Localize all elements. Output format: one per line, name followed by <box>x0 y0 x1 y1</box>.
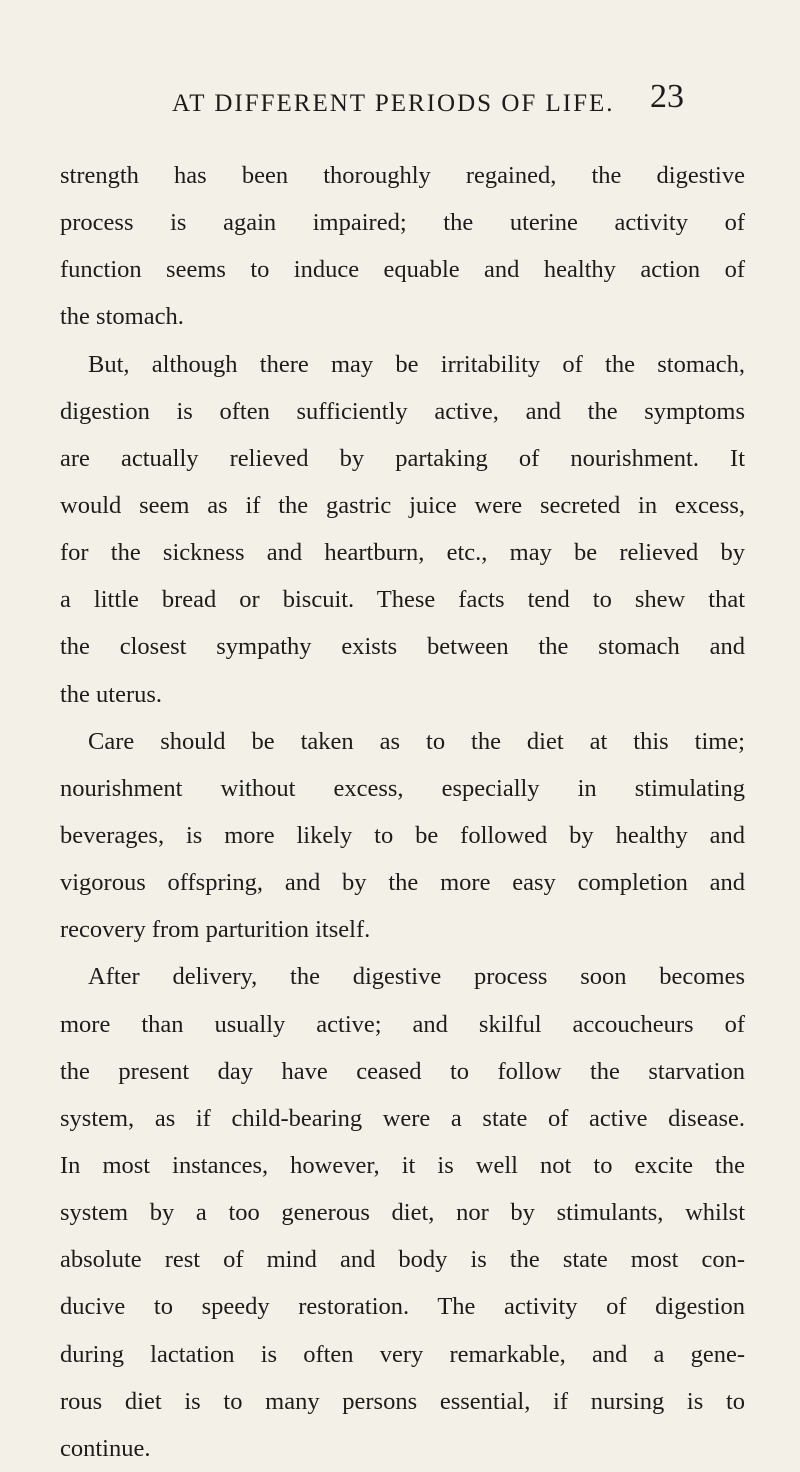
text-line: more than usually active; and skilful accoucheurs of <box>60 1010 745 1038</box>
text-line: rous diet is to many persons essential, if nursing is to <box>60 1387 745 1415</box>
text-line: continue. <box>60 1434 151 1462</box>
text-line: beverages, is more likely to be followed by healthy and <box>60 821 745 849</box>
paragraph-start-line: Care should be taken as to the diet at this time; <box>88 727 745 755</box>
text-line: for the sickness and heartburn, etc., may be relieved by <box>60 539 745 567</box>
text-line: the closest sympathy exists between the stomach and <box>60 633 745 661</box>
text-line: strength has been thoroughly regained, the digestive <box>60 162 745 189</box>
text-line: nourishment without excess, especially in stimulating <box>60 774 745 802</box>
text-line: vigorous offspring, and by the more easy completion and <box>60 869 745 897</box>
text-line: function seems to induce equable and healthy action of <box>60 256 745 284</box>
text-line: the stomach. <box>60 303 184 331</box>
text-line: system by a too generous diet, nor by stimulants, whilst <box>60 1199 745 1227</box>
text-line: a little bread or biscuit. These facts tend to shew that <box>60 586 745 614</box>
text-line: In most instances, however, it is well not to excite the <box>60 1151 745 1179</box>
text-line: the present day have ceased to follow the starvation <box>60 1057 745 1085</box>
body-text <box>60 152 745 1472</box>
text-line: the uterus. <box>60 680 163 708</box>
page-number: 23 <box>650 78 684 115</box>
text-line: system, as if child-bearing were a state of active disease. <box>60 1104 745 1132</box>
running-header <box>0 78 800 128</box>
running-title: AT DIFFERENT PERIODS OF LIFE. <box>172 90 615 117</box>
paragraph-start-line: After delivery, the digestive process soon becomes <box>88 963 745 991</box>
text-line: are actually relieved by partaking of nourishment. It <box>60 444 745 472</box>
text-line: digestion is often sufficiently active, and the symptoms <box>60 397 745 425</box>
text-line: ducive to speedy restoration. The activity of digestion <box>60 1293 745 1321</box>
text-line: process is again impaired; the uterine activity of <box>60 209 745 237</box>
text-line: during lactation is often very remarkable, and a gene- <box>60 1340 745 1368</box>
paragraph-start-line: But, although there may be irritability of the stomach, <box>88 350 745 378</box>
text-line: recovery from parturition itself. <box>60 916 371 944</box>
text-line: absolute rest of mind and body is the state most con- <box>60 1246 745 1274</box>
text-line: would seem as if the gastric juice were secreted in excess, <box>60 491 745 519</box>
